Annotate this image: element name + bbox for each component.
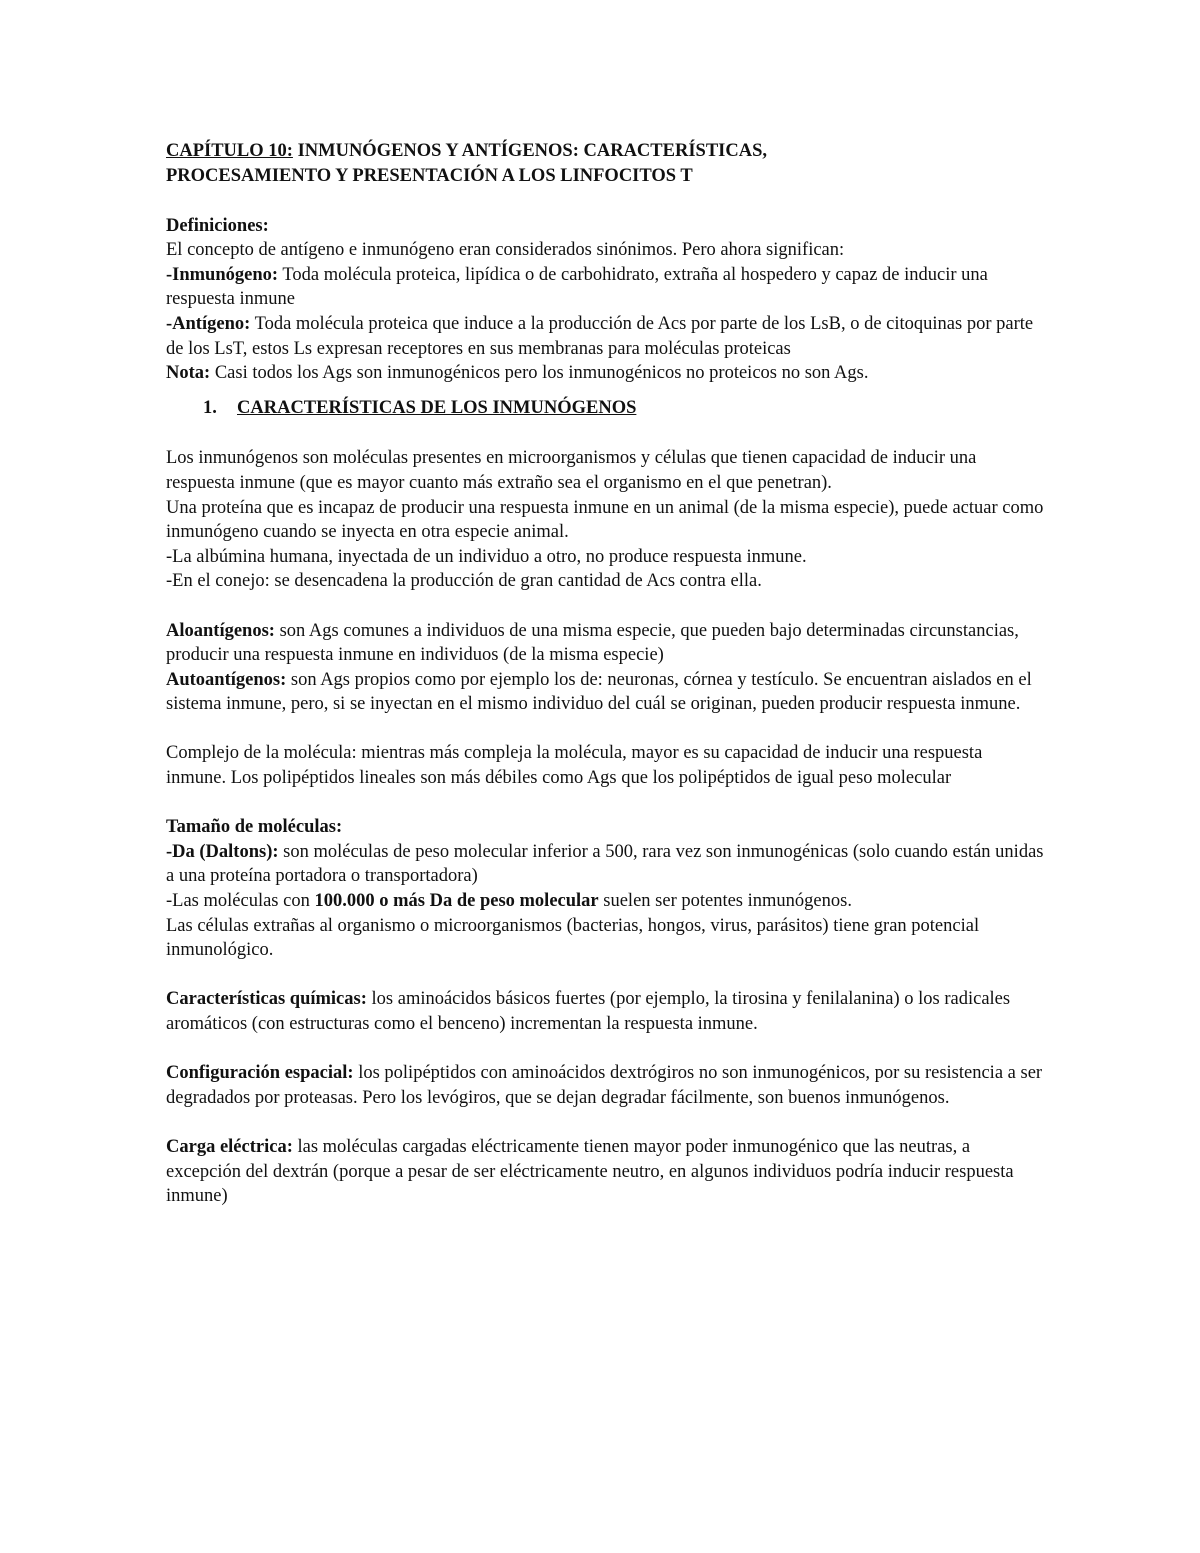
nota: Nota: Casi todos los Ags son inmunogénicos pero los inmunogénicos no proteicos no son Ags.	[166, 363, 869, 384]
definiciones-heading: Definiciones:	[166, 215, 269, 236]
paragraph-conejo: -En el conejo: se desencadena la producción de gran cantidad de Acs contra ella.	[166, 571, 762, 592]
paragraph-daltons: -Da (Daltons): son moléculas de peso molecular inferior a 500, rara vez son inmunogénicas (solo cuando están unidas a una proteína portadora o transportadora)	[166, 841, 1044, 887]
section-heading-1	[203, 396, 1046, 421]
paragraph-inmunogenos: Los inmunógenos son moléculas presentes en microorganismos y células que tienen capacidad de inducir una respuesta inmune (que es mayor cuanto más extraño sea el organismo en el que penetran).	[166, 448, 977, 493]
paragraph-autoantigenos: Autoantígenos: son Ags propios como por ejemplo los de: neuronas, córnea y testículo. Se encuentran aislados en el sistema inmune, pero, si se inyectan en el mismo individuo del cuál se originan, pueden producir respuesta inmune.	[166, 669, 1032, 715]
section-title: CARACTERÍSTICAS DE LOS INMUNÓGENOS	[237, 397, 637, 418]
paragraph-quimicas: Características químicas: los aminoácidos básicos fuertes (por ejemplo, la tirosina y fenilalanina) o los radicales aromáticos (con estructuras como el benceno) incrementan la respuesta inmune.	[166, 989, 1011, 1034]
paragraph-albumina: -La albúmina humana, inyectada de un individuo a otro, no produce respuesta inmune.	[166, 546, 807, 567]
tamano-heading: Tamaño de moléculas:	[166, 817, 343, 838]
definiciones-intro: El concepto de antígeno e inmunógeno eran considerados sinónimos. Pero ahora significan:	[166, 240, 845, 261]
paragraph-peso-molecular: -Las moléculas con 100.000 o más Da de peso molecular suelen ser potentes inmunógenos.	[166, 891, 852, 912]
chapter-title	[166, 139, 1046, 164]
chapter-number: CAPÍTULO 10:	[166, 141, 293, 161]
document-body	[166, 139, 1046, 1209]
paragraph-proteina: Una proteína que es incapaz de producir una respuesta inmune en un animal (de la misma especie), puede actuar como inmunógeno cuando se inyecta en otra especie animal.	[166, 497, 1044, 543]
paragraph-carga: Carga eléctrica: las moléculas cargadas eléctricamente tienen mayor poder inmunogénico que las neutras, a excepción del dextrán (porque a pesar de ser eléctricamente neutro, en algunos individuos podría inducir respuesta inmune)	[166, 1136, 1014, 1207]
paragraph-espacial: Configuración espacial: los polipéptidos con aminoácidos dextrógiros no son inmunogénicos, por su resistencia a ser degradados por proteasas. Pero los levógiros, que se dejan degradar fácilmente, son buenos inmunógenos.	[166, 1063, 1043, 1108]
definicion-inmunogeno: -Inmunógeno: Toda molécula proteica, lipídica o de carbohidrato, extraña al hospedero y capaz de inducir una respuesta inmune	[166, 264, 988, 310]
paragraph-aloantigenos: Aloantígenos: son Ags comunes a individuos de una misma especie, que pueden bajo determinadas circunstancias, producir una respuesta inmune en individuos (de la misma especie)	[166, 620, 1019, 666]
chapter-title-line2: PROCESAMIENTO Y PRESENTACIÓN A LOS LINFOCITOS T	[166, 166, 693, 186]
section-number: 1.	[203, 397, 217, 418]
definicion-antigeno: -Antígeno: Toda molécula proteica que induce a la producción de Acs por parte de los LsB, o de citoquinas por parte de los LsT, estos Ls expresan receptores en sus membranas para moléculas proteicas	[166, 313, 1034, 359]
paragraph-complejo: Complejo de la molécula: mientras más compleja la molécula, mayor es su capacidad de inducir una respuesta inmune. Los polipéptidos lineales son más débiles como Ags que los polipéptidos de igual peso molecular	[166, 743, 983, 789]
chapter-title-line1: INMUNÓGENOS Y ANTÍGENOS: CARACTERÍSTICAS,	[292, 141, 767, 161]
paragraph-celulas: Las células extrañas al organismo o microorganismos (bacterias, hongos, virus, parásitos) tiene gran potencial inmunológico.	[166, 915, 980, 961]
